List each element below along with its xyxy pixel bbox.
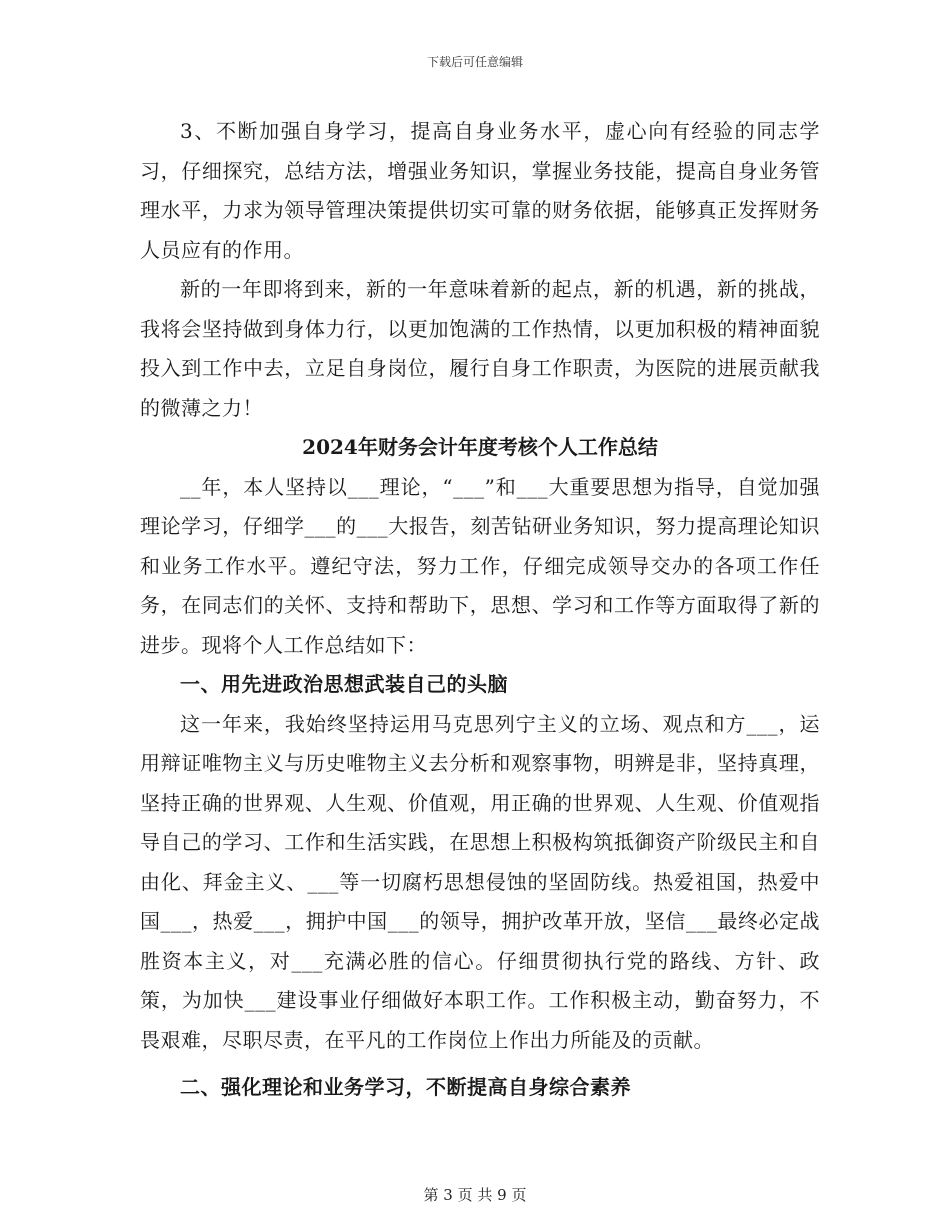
paragraph-new-year: 新的一年即将到来，新的一年意味着新的起点，新的机遇，新的挑战，我将会坚持做到身体力行，以更加饱满的工作热情，以更加积极的精神面貌投入到工作中去，立足自身岗位，履行自身工作职责，为医院的进展贡献我的微薄之力！ — [140, 277, 820, 420]
paragraph-section-1: 这一年来，我始终坚持运用马克思列宁主义的立场、观点和方___，运用辩证唯物主义与历史唯物主义去分析和观察事物，明辨是非，坚持真理，坚持正确的世界观、人生观、价值观，用正确的世界观、人生观、价值观指导自己的学习、工作和生活实践，在思想上积极构筑抵御资产阶级民主和自由化、拜金主义、___等一切腐朽思想侵蚀的坚固防线。热爱祖国，热爱中国___，热爱___，拥护中国___的领导，拥护改革开放，坚信___最终必定战胜资本主义，对___充满必胜的信心。仔细贯彻执行党的路线、方针、政策，为加快___建设事业仔细做好本职工作。工作积极主动，勤奋努力，不畏艰难，尽职尽责，在平凡的工作岗位上作出力所能及的贡献。 — [140, 711, 820, 1052]
section-heading-2: 二、强化理论和业务学习，不断提高自身综合素养 — [180, 1075, 631, 1099]
document-title: 2024年财务会计年度考核个人工作总结 — [302, 435, 658, 459]
paragraph-study: 3、不断加强自身学习，提高自身业务水平，虚心向有经验的同志学习，仔细探究，总结方法，增强业务知识，掌握业务技能，提高自身业务管理水平，力求为领导管理决策提供切实可靠的财务依据，能够真正发挥财务人员应有的作用。 — [140, 119, 820, 262]
document-body — [140, 112, 820, 1108]
paragraph-intro: __年，本人坚持以___理论，“___”和___大重要思想为指导，自觉加强理论学习，仔细学___的___大报告，刻苦钻研业务知识，努力提高理论知识和业务工作水平。遵纪守法，努力工作，仔细完成领导交办的各项工作任务，在同志们的关怀、支持和帮助下，思想、学习和工作等方面取得了新的进步。现将个人工作总结如下： — [140, 474, 820, 657]
page-number: 第 3 页 共 9 页 — [423, 1186, 527, 1204]
section-heading-1: 一、用先进政治思想武装自己的头脑 — [180, 672, 508, 696]
header-note: 下载后可任意编辑 — [426, 55, 523, 69]
